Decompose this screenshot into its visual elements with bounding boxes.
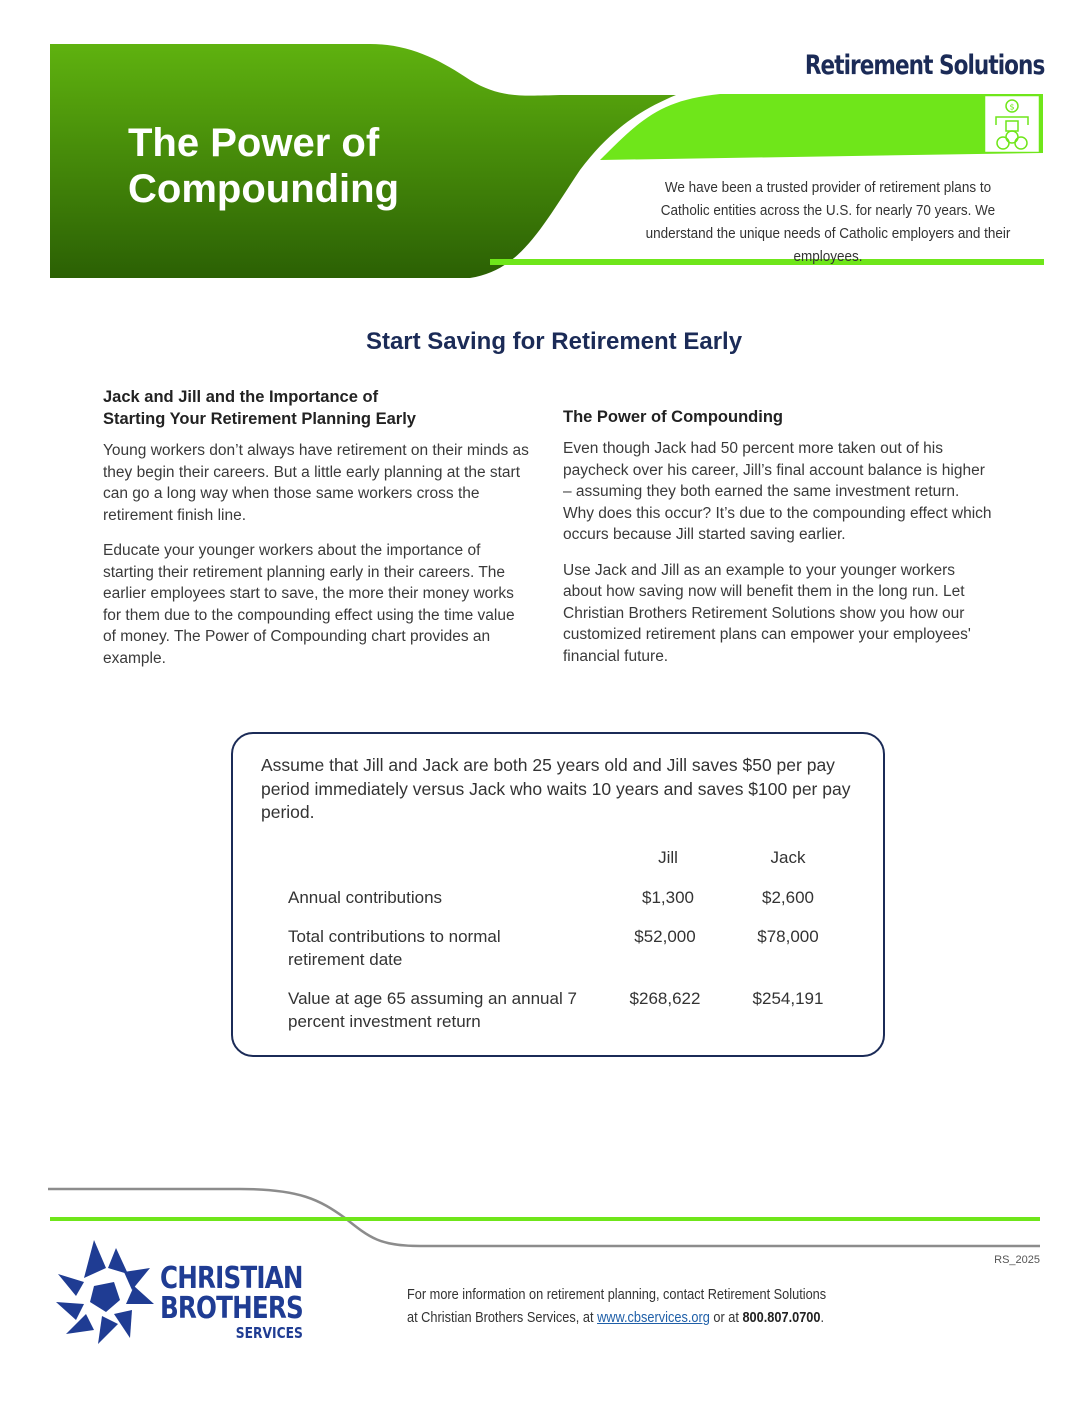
money-stack-icon bbox=[984, 95, 1040, 153]
logo-line-christian: CHRISTIAN bbox=[160, 1261, 303, 1296]
column-header-jack: Jack bbox=[770, 848, 806, 867]
website-link[interactable]: www.cbservices.org bbox=[597, 1310, 710, 1326]
christian-brothers-star-icon bbox=[54, 1238, 156, 1346]
brand-title: Retirement Solutions bbox=[804, 50, 1044, 81]
row-label-total: Total contributions to normal retirement date bbox=[288, 927, 501, 969]
logo-wordmark bbox=[160, 1261, 303, 1342]
left-paragraph-1: Young workers don’t always have retirement on their minds as they begin their careers. But a little early planning at the start can go a long way when those same workers cross the retirement finish line. bbox=[103, 442, 529, 524]
footer-note-prefix: at Christian Brothers Services, at bbox=[407, 1310, 598, 1326]
right-paragraph-2: Use Jack and Jill as an example to your younger workers about how saving now will benefit them in the long run. Let Christian Brothers Retirement Solutions show you how our customized retirement plans can empower your employees' financial future. bbox=[563, 561, 971, 665]
row-label-value: Value at age 65 assuming an annual 7 percent investment return bbox=[288, 989, 577, 1031]
cell-jack-total: $78,000 bbox=[757, 927, 819, 946]
left-column-heading bbox=[103, 386, 463, 430]
left-paragraph-2: Educate your younger workers about the importance of starting their retirement planning early in their careers. The earlier employees start to save, the more their money works for them due to the compounding effect using the time value of money. The Power of Compounding chart provides an example. bbox=[103, 542, 515, 667]
section-title: Start Saving for Retirement Early bbox=[365, 328, 743, 355]
page-title-line1: The Power of bbox=[128, 121, 380, 165]
cell-jack-value: $254,191 bbox=[752, 989, 824, 1008]
cell-jack-annual: $2,600 bbox=[762, 888, 814, 907]
footer-note-mid: or at bbox=[709, 1310, 743, 1326]
footer-note-end: . bbox=[820, 1310, 825, 1326]
left-column bbox=[103, 386, 533, 669]
right-column bbox=[563, 406, 993, 667]
row-label-annual: Annual contributions bbox=[288, 888, 443, 907]
example-box bbox=[231, 732, 885, 1057]
column-header-jill: Jill bbox=[658, 848, 678, 867]
page-title bbox=[128, 120, 508, 212]
footer-contact-note bbox=[407, 1284, 865, 1330]
page-title-line2: Compounding bbox=[128, 167, 400, 211]
phone-number: 800.807.0700 bbox=[742, 1310, 821, 1326]
footer-divider bbox=[0, 1180, 1088, 1260]
left-heading-line2: Starting Your Retirement Planning Early bbox=[103, 410, 416, 428]
logo-line-brothers: BROTHERS bbox=[160, 1291, 303, 1326]
cell-jill-value: $268,622 bbox=[629, 989, 701, 1008]
document-code: RS_2025 bbox=[994, 1254, 1040, 1266]
right-column-heading: The Power of Compounding bbox=[563, 408, 783, 426]
cell-jill-total: $52,000 bbox=[634, 927, 696, 946]
intro-text: We have been a trusted provider of retirement plans to Catholic entities across the U.S. for nearly 70 years. We understand the unique needs of Catholic employers and their employees. bbox=[645, 179, 1011, 265]
left-heading-line1: Jack and Jill and the Importance of bbox=[103, 388, 379, 406]
cell-jill-annual: $1,300 bbox=[642, 888, 694, 907]
svg-text:$: $ bbox=[1009, 102, 1015, 112]
footer-note-line1: For more information on retirement planning, contact Retirement Solutions bbox=[407, 1287, 827, 1303]
example-assumption: Assume that Jill and Jack are both 25 years old and Jill saves $50 per pay period immediately versus Jack who waits 10 years and saves $100 per pay period. bbox=[261, 755, 851, 822]
logo-line-services: SERVICES bbox=[235, 1324, 303, 1342]
right-paragraph-1: Even though Jack had 50 percent more taken out of his paycheck over his career, Jill’s final account balance is higher – assuming they both earned the same investment return. Why does this occur? It’s due to the compounding effect which occurs because Jill started saving earlier. bbox=[563, 440, 992, 543]
